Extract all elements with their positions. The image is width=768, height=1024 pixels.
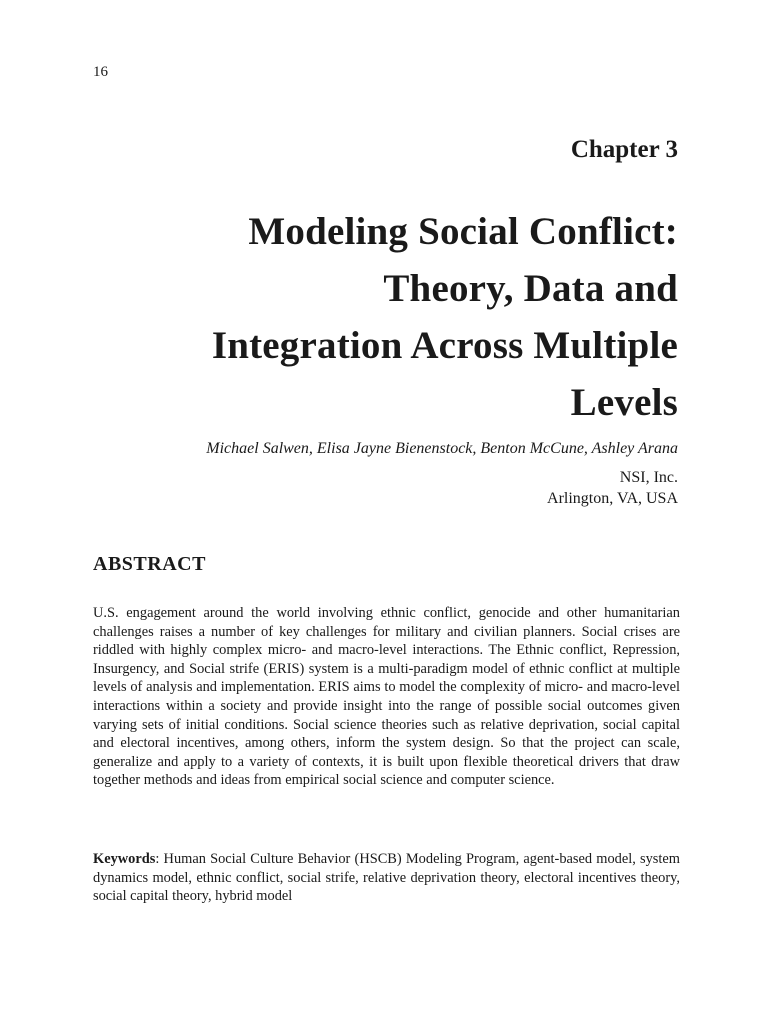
chapter-label: Chapter 3: [570, 136, 678, 163]
affiliation-organization: NSI, Inc.: [619, 469, 678, 486]
page-number: 16: [93, 64, 108, 80]
affiliation-location: Arlington, VA, USA: [547, 490, 678, 507]
chapter-title: [90, 203, 678, 431]
keywords-separator: :: [155, 851, 160, 867]
abstract-body: U.S. engagement around the world involving ethnic conflict, genocide and other humanitarian challenges raises a number of key challenges for military and civilian planners. Social crises are riddled with highly complex micro- and macro-level interactions. The Ethnic conflict, Repression, Insurgency, and Social strife (ERIS) system is a multi-paradigm model of ethnic conflict at multiple levels of analysis and implementation. ERIS aims to model the complexity of micro- and macro-level interactions within a society and provide insight into the range of possible social outcomes given varying sets of initial conditions. Social science theories such as relative deprivation, social capital and electoral incentives, among others, inform the system design. So that the project can scale, generalize and apply to a variety of contexts, it is built upon flexible theoretical drivers that draw together methods and ideas from empirical social science and computer science.: [93, 605, 680, 789]
author-list: Michael Salwen, Elisa Jayne Bienenstock, Benton McCune, Ashley Arana: [206, 440, 678, 457]
affiliation: [547, 467, 678, 509]
chapter-title-line: Theory, Data and: [383, 267, 678, 310]
chapter-title-line: Levels: [570, 381, 678, 424]
chapter-title-line: Integration Across Multiple: [211, 324, 678, 367]
keywords-paragraph: [93, 850, 680, 906]
chapter-title-line: Modeling Social Conflict:: [248, 210, 678, 253]
keywords-text: Human Social Culture Behavior (HSCB) Modeling Program, agent-based model, system dynamics model, ethnic conflict, social strife, relative deprivation theory, electoral incentives theory, social capital theory, hybrid model: [93, 851, 680, 905]
keywords-label: Keywords: [93, 851, 156, 867]
abstract-heading: ABSTRACT: [93, 553, 206, 575]
